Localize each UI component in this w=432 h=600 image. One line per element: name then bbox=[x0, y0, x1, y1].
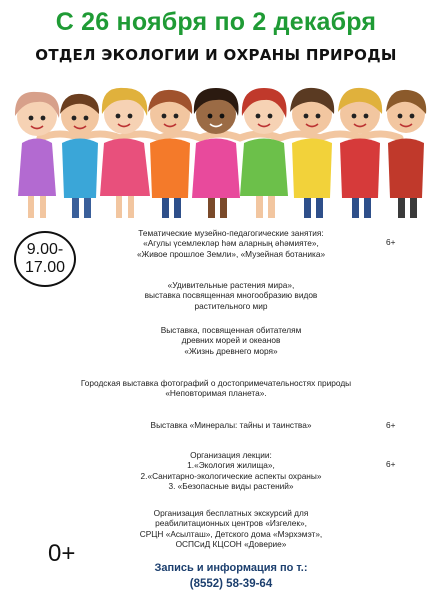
hours-start: 9.00- bbox=[26, 241, 64, 258]
child-5 bbox=[192, 88, 240, 218]
children-illustration bbox=[0, 78, 432, 223]
child-1 bbox=[15, 92, 59, 218]
event-line: 3. «Безопасные виды растений» bbox=[168, 481, 294, 492]
event-line: Тематические музейно-педагогические занятия: bbox=[138, 228, 324, 238]
event-line: выставка посвященная многообразию видов bbox=[144, 290, 318, 301]
event-line: Организация лекции: bbox=[190, 450, 272, 460]
event-line: 2.«Санитарно-экологические аспекты охраны» bbox=[140, 470, 322, 481]
working-hours-badge bbox=[14, 231, 76, 287]
event-line: СРЦН «Асылташ», Детского дома «Мэрхэмэт», bbox=[139, 528, 323, 539]
age-label: 6+ bbox=[386, 237, 396, 247]
event-line: «Жизнь древнего моря» bbox=[184, 345, 278, 356]
age-rating-badge: 0+ bbox=[48, 540, 76, 567]
page-title: С 26 ноября по 2 декабря bbox=[55, 8, 377, 36]
event-line: «Агулы үсемлекләр һәм аларның әһәмияте», bbox=[143, 238, 319, 249]
child-3 bbox=[100, 88, 150, 218]
hours-end: 17.00 bbox=[24, 259, 66, 276]
event-ancient-sea-exhibition bbox=[100, 325, 362, 356]
event-line: «Удивительные растения мира», bbox=[167, 280, 295, 290]
event-minerals-exhibition bbox=[100, 420, 362, 430]
event-line: «Живое прошлое Земли», «Музейная ботаника» bbox=[136, 248, 326, 259]
event-line: древних морей и океанов bbox=[181, 335, 281, 346]
event-line: Выставка, посвященная обитателям bbox=[160, 325, 302, 335]
event-line: Городская выставка фотографий о достопримечательностях природы bbox=[80, 378, 352, 388]
child-2 bbox=[60, 94, 99, 218]
event-photo-exhibition bbox=[30, 378, 402, 399]
event-line: 1.«Экология жилища», bbox=[187, 460, 275, 471]
child-7 bbox=[290, 88, 334, 218]
event-line: «Неповторимая планета». bbox=[165, 388, 267, 399]
event-line: реабилитационных центров «Изгелек», bbox=[155, 518, 307, 529]
event-lectures bbox=[100, 450, 362, 492]
child-6 bbox=[240, 88, 288, 218]
event-line: растительного мир bbox=[194, 300, 268, 311]
event-line: ОСПСиД КЦСОН «Доверие» bbox=[175, 539, 287, 550]
child-8 bbox=[338, 88, 382, 218]
contact-label: Запись и информация по т.: bbox=[154, 562, 308, 574]
page-subtitle: ОТДЕЛ ЭКОЛОГИИ И ОХРАНЫ ПРИРОДЫ bbox=[35, 46, 397, 64]
event-museum-lessons bbox=[100, 228, 362, 259]
event-line: Организация бесплатных экскурсий для bbox=[153, 508, 309, 518]
contact-phone: (8552) 58-39-64 bbox=[189, 578, 273, 590]
age-label: 6+ bbox=[386, 420, 396, 430]
event-line: Выставка «Минералы: тайны и таинства» bbox=[150, 420, 312, 430]
age-label: 6+ bbox=[386, 459, 396, 469]
event-free-excursions bbox=[100, 508, 362, 550]
child-4 bbox=[148, 90, 192, 218]
child-9 bbox=[386, 90, 426, 218]
event-plants-exhibition bbox=[100, 280, 362, 311]
